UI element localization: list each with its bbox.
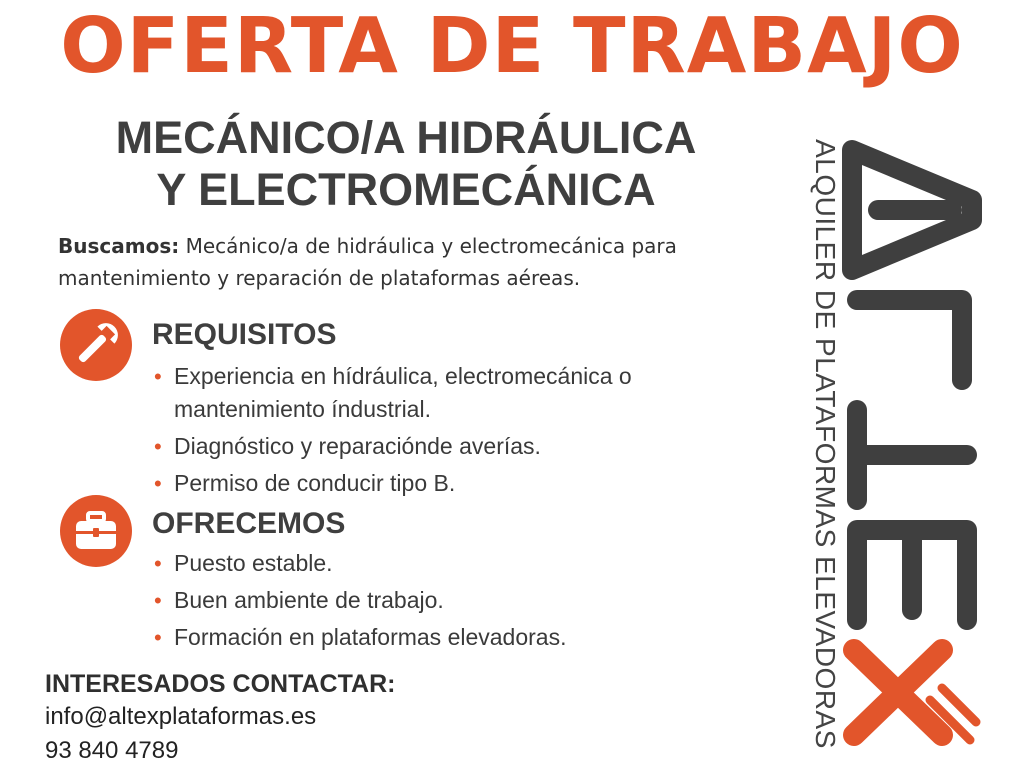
requisitos-list (152, 360, 752, 504)
contact-heading: INTERESADOS CONTACTAR: (45, 670, 396, 698)
list-item: • Experiencia en hídráulica, electromecánica o mantenimiento índustrial. (152, 360, 752, 426)
brand-tagline (806, 138, 844, 750)
list-item: • Buen ambiente de trabajo. (152, 584, 752, 617)
job-title-line-1: MECÁNICO/A HIDRÁULICA (115, 112, 697, 163)
list-item: • Permiso de conducir tipo B. (152, 467, 752, 500)
ofrecemos-title: OFRECEMOS (152, 507, 346, 540)
intro-label: Buscamos: (58, 234, 180, 258)
headline: OFERTA DE TRABAJO (60, 2, 964, 91)
ofrecemos-list (152, 547, 752, 658)
list-item: • Formación en plataformas elevadoras. (152, 621, 752, 654)
wrench-icon (60, 309, 132, 381)
altex-logo (842, 140, 982, 760)
intro-body: Mecánico/a de hidráulica y electromecánica para mantenimiento y reparación de plataformas aéreas. (58, 234, 677, 290)
intro-text (58, 230, 798, 294)
contact-email[interactable]: info@altexplataformas.es (45, 703, 317, 730)
job-title (96, 112, 716, 216)
contact-phone[interactable]: 93 840 4789 (45, 737, 179, 764)
job-title-line-2: Y ELECTROMECÁNICA (156, 164, 656, 215)
list-item: • Puesto estable. (152, 547, 752, 580)
toolbox-icon (60, 495, 132, 567)
list-item: • Diagnóstico y reparaciónde averías. (152, 430, 752, 463)
brand-tagline-text: ALQUILER DE PLATAFORMAS ELEVADORAS (810, 139, 841, 749)
requisitos-title: REQUISITOS (152, 318, 337, 351)
